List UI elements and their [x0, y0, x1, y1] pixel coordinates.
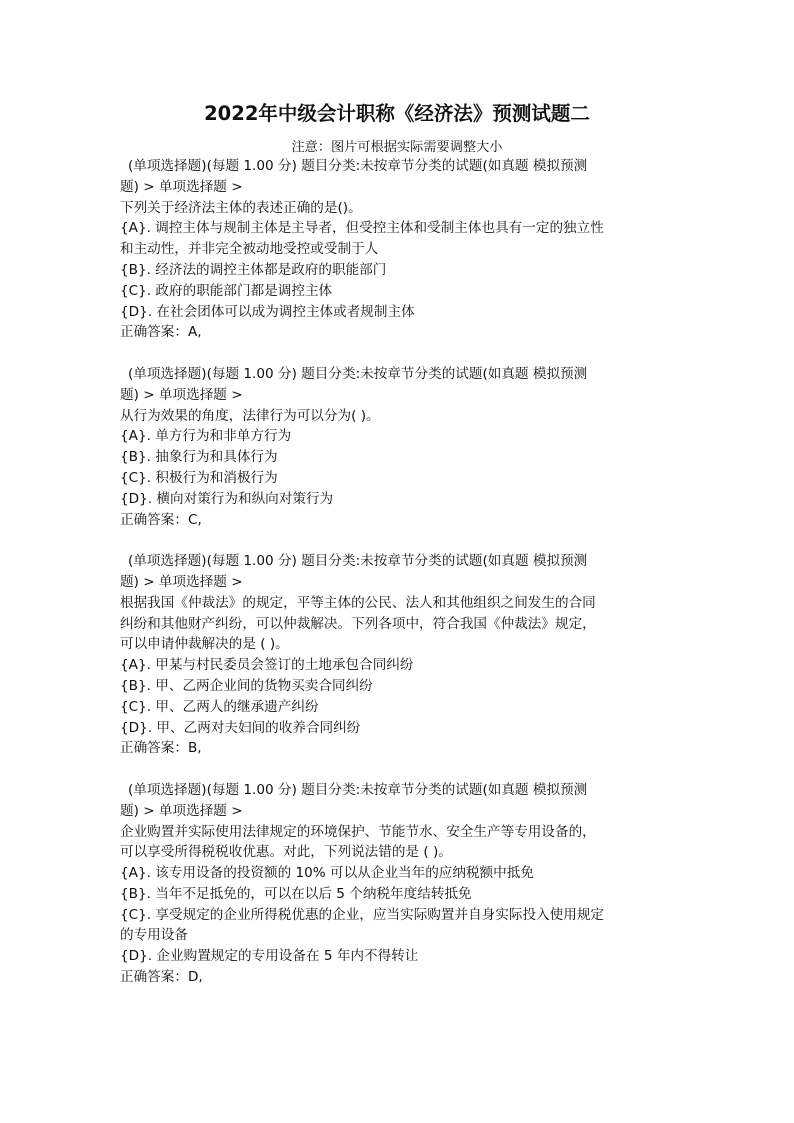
question-item [120, 780, 680, 988]
question-stem: 可以享受所得税税收优惠。对此，下列说法错的是 ( )。 [120, 844, 452, 861]
option-b: {B}. 甲、乙两企业间的货物买卖合同纠纷 [120, 677, 373, 694]
option-b: {B}. 经济法的调控主体都是政府的职能部门 [120, 261, 387, 278]
option-a: {A}. 调控主体与规制主体是主导者，但受控主体和受制主体也具有一定的独立性 [120, 220, 604, 237]
option-c: 的专用设备 [120, 927, 188, 944]
option-a: {A}. 该专用设备的投资额的 10% 可以从企业当年的应纳税额中抵免 [120, 865, 534, 882]
option-a: 和主动性，并非完全被动地受控或受制于人 [120, 241, 379, 258]
question-stem: 从行为效果的角度，法律行为可以分为( )。 [120, 407, 380, 424]
correct-answer: 正确答案：B, [120, 740, 202, 757]
question-header: (单项选择题)(每题 1.00 分) 题目分类:未按章节分类的试题(如真题 模拟预测 [128, 158, 588, 174]
option-d: {D}. 甲、乙两对夫妇间的收养合同纠纷 [120, 719, 361, 736]
question-list [120, 156, 680, 1009]
question-item [120, 364, 680, 530]
question-item [120, 156, 680, 343]
question-stem: 下列关于经济法主体的表述正确的是()。 [120, 199, 362, 216]
option-c: {C}. 政府的职能部门都是调控主体 [120, 282, 333, 299]
option-d: {D}. 横向对策行为和纵向对策行为 [120, 490, 334, 507]
question-stem: 纠纷和其他财产纠纷，可以仲裁解决。下列各项中，符合我国《仲裁法》规定， [120, 615, 596, 632]
question-header: 题) > 单项选择题 > [120, 573, 243, 590]
question-header: (单项选择题)(每题 1.00 分) 题目分类:未按章节分类的试题(如真题 模拟预测 [128, 553, 588, 570]
correct-answer: 正确答案：C, [120, 511, 202, 528]
question-header: 题) > 单项选择题 > [120, 802, 243, 819]
question-stem: 根据我国《仲裁法》的规定，平等主体的公民、法人和其他组织之间发生的合同 [120, 594, 596, 611]
question-header: (单项选择题)(每题 1.00 分) 题目分类:未按章节分类的试题(如真题 模拟预测 [128, 781, 588, 798]
option-a: {A}. 甲某与村民委员会签订的土地承包合同纠纷 [120, 657, 414, 674]
option-b: {B}. 抽象行为和具体行为 [120, 449, 278, 466]
option-c: {C}. 享受规定的企业所得税优惠的企业，应当实际购置并自身实际投入使用规定 [120, 906, 605, 923]
option-c: {C}. 积极行为和消极行为 [120, 469, 278, 486]
question-stem: 可以申请仲裁解决的是 ( )。 [120, 636, 289, 653]
page-title: 2022年中级会计职称《经济法》预测试题二 [204, 102, 590, 125]
option-d: {D}. 企业购置规定的专用设备在 5 年内不得转让 [120, 948, 419, 965]
size-note: 注意：图片可根据实际需要调整大小 [291, 140, 503, 155]
option-c: {C}. 甲、乙两人的继承遗产纠纷 [120, 698, 319, 715]
correct-answer: 正确答案：D, [120, 969, 203, 986]
question-item [120, 551, 680, 759]
correct-answer: 正确答案：A, [120, 324, 202, 341]
question-header: 题) > 单项选择题 > [120, 386, 243, 403]
option-d: {D}. 在社会团体可以成为调控主体或者规制主体 [120, 303, 415, 320]
question-header: 题) > 单项选择题 > [120, 178, 243, 195]
option-a: {A}. 单方行为和非单方行为 [120, 428, 292, 445]
option-b: {B}. 当年不足抵免的，可以在以后 5 个纳税年度结转抵免 [120, 885, 472, 902]
question-header: (单项选择题)(每题 1.00 分) 题目分类:未按章节分类的试题(如真题 模拟预测 [128, 365, 588, 382]
question-stem: 企业购置并实际使用法律规定的环境保护、节能节水、安全生产等专用设备的， [120, 823, 596, 840]
